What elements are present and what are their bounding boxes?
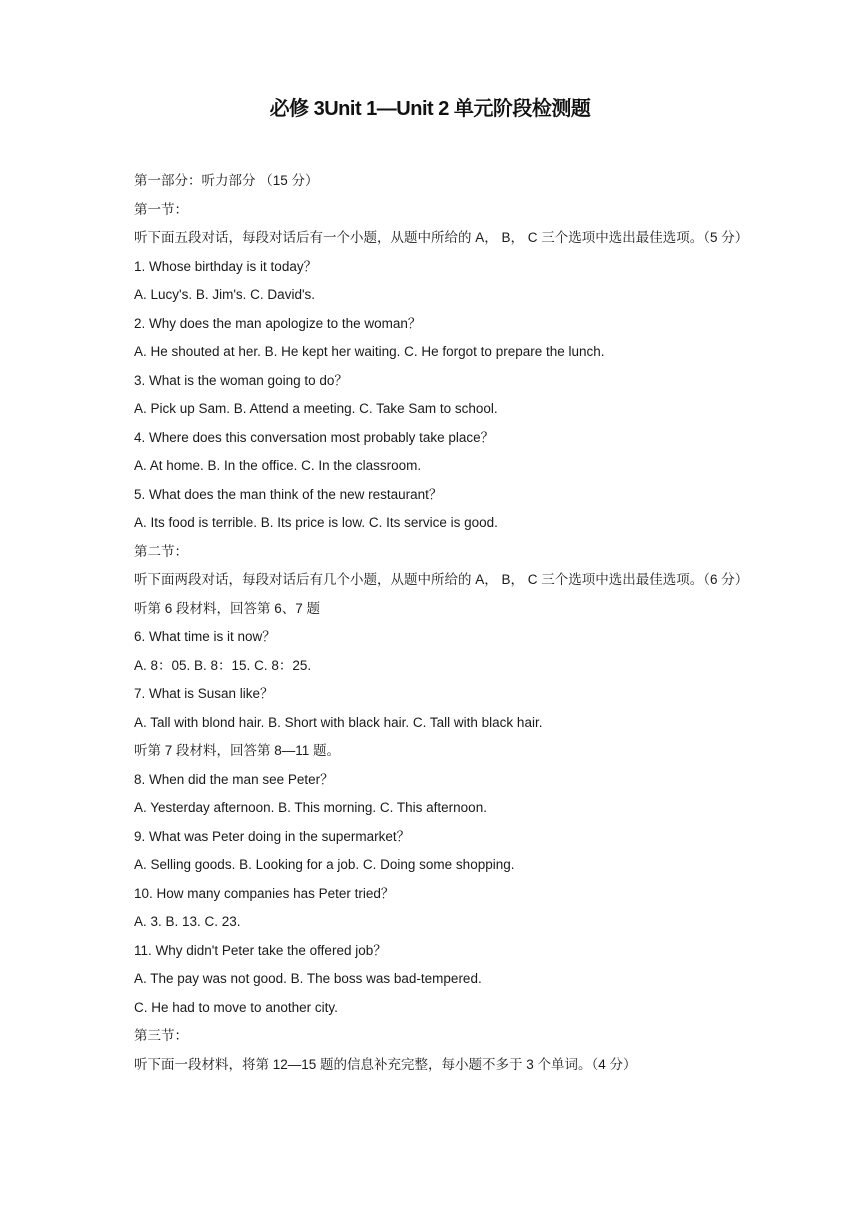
document-line: A. Yesterday afternoon. B. This morning. C. This afternoon.	[134, 800, 487, 815]
document-line: 5. What does the man think of the new restaurant？	[134, 486, 443, 502]
document-line: 听第 7 段材料，回答第 8—11 题。	[134, 743, 341, 758]
page-title: 必修 3Unit 1—Unit 2 单元阶段检测题	[269, 98, 591, 120]
document-line: A. 3. B. 13. C. 23.	[134, 914, 241, 929]
document-line: 10. How many companies has Peter tried？	[134, 885, 395, 901]
document-line: A. Pick up Sam. B. Attend a meeting. C. Take Sam to school.	[134, 401, 498, 416]
document-body	[107, 167, 757, 1079]
document-line: 第二节：	[134, 543, 188, 559]
document-line: C. He had to move to another city.	[134, 999, 338, 1015]
instruction-paragraph: 听下面两段对话，每段对话后有几个小题，从题中所给的 A， B， C 三个选项中选出最佳选项。（6 分）	[134, 572, 749, 587]
document-line: 9. What was Peter doing in the supermarket？	[134, 828, 411, 844]
document-line: 3. What is the woman going to do？	[134, 372, 348, 388]
document-line: A. Selling goods. B. Looking for a job. C. Doing some shopping.	[134, 857, 515, 872]
document-line: 第三节：	[134, 1028, 188, 1043]
document-line: 11. Why didn't Peter take the offered job？	[134, 942, 387, 958]
document-line: 6. What time is it now？	[134, 629, 276, 644]
document-line: 听下面一段材料，将第 12—15 题的信息补充完整，每小题不多于 3 个单词。（4 分）	[134, 1056, 637, 1072]
document-line: 1. Whose birthday is it today？	[134, 258, 318, 274]
document-line: A. 8：05. B. 8：15. C. 8：25.	[134, 657, 312, 673]
document-line: A. Tall with blond hair. B. Short with black hair. C. Tall with black hair.	[134, 714, 543, 730]
document-line: 8. When did the man see Peter？	[134, 771, 334, 787]
document-line: 第一节：	[134, 201, 188, 217]
document-line: A. He shouted at her. B. He kept her waiting. C. He forgot to prepare the lunch.	[134, 344, 605, 359]
document-line: A. The pay was not good. B. The boss was bad-tempered.	[134, 971, 482, 986]
document-line: 7. What is Susan like？	[134, 686, 274, 701]
document-line: 听第 6 段材料，回答第 6、7 题	[134, 600, 321, 616]
document-line: A. Its food is terrible. B. Its price is low. C. Its service is good.	[134, 515, 498, 530]
document-line: 第一部分：听力部分 （15 分）	[134, 173, 319, 188]
document-line: 2. Why does the man apologize to the woman？	[134, 315, 422, 331]
document-line: 4. Where does this conversation most probably take place？	[134, 429, 495, 445]
instruction-paragraph: 听下面五段对话，每段对话后有一个小题，从题中所给的 A， B， C 三个选项中选出最佳选项。（5 分）	[134, 230, 749, 245]
document-line: A. At home. B. In the office. C. In the classroom.	[134, 458, 422, 473]
document-line: A. Lucy's. B. Jim's. C. David's.	[134, 287, 316, 302]
